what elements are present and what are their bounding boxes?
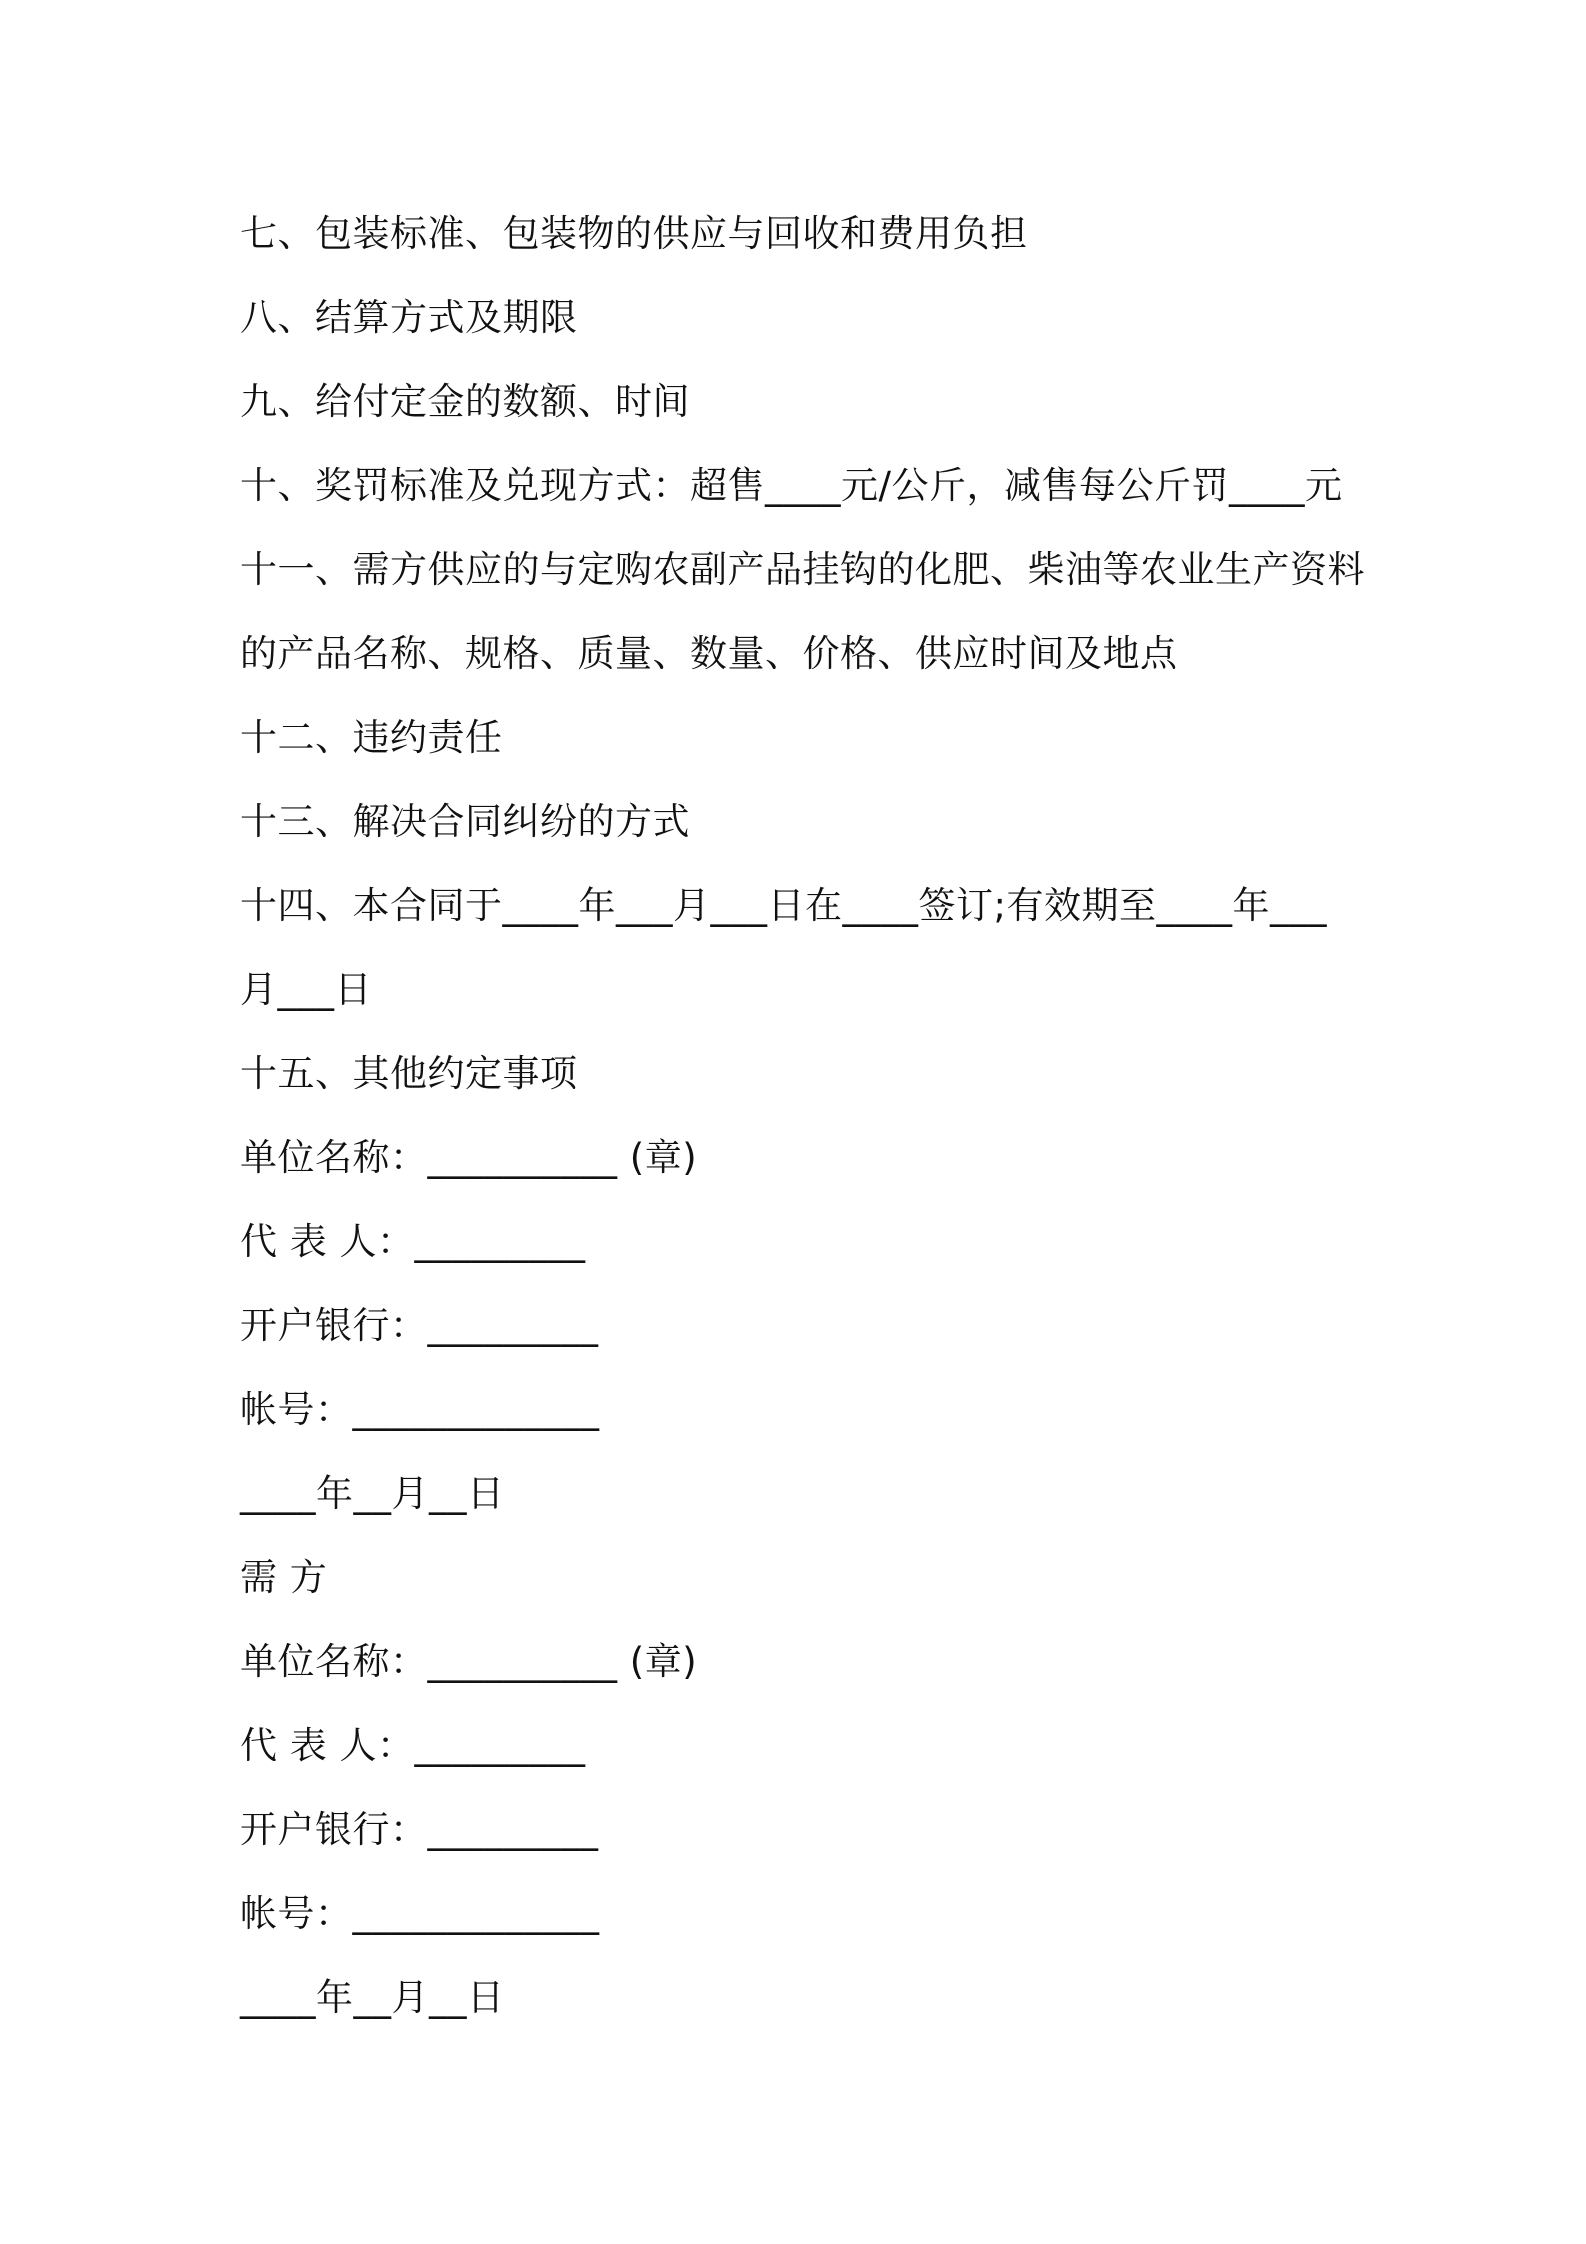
party-b-bank: 开户银行：_________ xyxy=(240,1808,599,1851)
party-b-date: ____年__月__日 xyxy=(240,1976,505,2019)
party-b-unit-name: 单位名称：__________ (章) xyxy=(240,1640,698,1683)
clause-13-disputes: 十三、解决合同纠纷的方式 xyxy=(240,800,690,843)
clause-14-signing: 十四、本合同于____年___月___日在____签订;有效期至____年___ xyxy=(240,884,1327,927)
party-a-representative: 代 表 人：_________ xyxy=(240,1220,586,1263)
party-b-account: 帐号：_____________ xyxy=(240,1892,600,1935)
clause-12-liability: 十二、违约责任 xyxy=(240,716,503,759)
clause-8-settlement: 八、结算方式及期限 xyxy=(240,296,578,339)
party-a-date: ____年__月__日 xyxy=(240,1472,505,1515)
party-a-unit-name: 单位名称：__________ (章) xyxy=(240,1136,698,1179)
clause-11-supply: 十一、需方供应的与定购农副产品挂钩的化肥、柴油等农业生产资料 xyxy=(240,548,1365,591)
clause-9-deposit: 九、给付定金的数额、时间 xyxy=(240,380,690,423)
party-b-representative: 代 表 人：_________ xyxy=(240,1724,586,1767)
clause-14-signing-continued: 月___日 xyxy=(240,968,372,1011)
party-b-heading: 需 方 xyxy=(240,1556,328,1599)
clause-10-rewards-penalties: 十、奖罚标准及兑现方式：超售____元/公斤，减售每公斤罚____元 xyxy=(240,464,1343,507)
document-body xyxy=(240,192,1365,2040)
clause-15-other: 十五、其他约定事项 xyxy=(240,1052,578,1095)
clause-7-packaging: 七、包装标准、包装物的供应与回收和费用负担 xyxy=(240,212,1028,255)
party-a-account: 帐号：_____________ xyxy=(240,1388,600,1431)
party-a-bank: 开户银行：_________ xyxy=(240,1304,599,1347)
clause-11-supply-continued: 的产品名称、规格、质量、数量、价格、供应时间及地点 xyxy=(240,632,1178,675)
